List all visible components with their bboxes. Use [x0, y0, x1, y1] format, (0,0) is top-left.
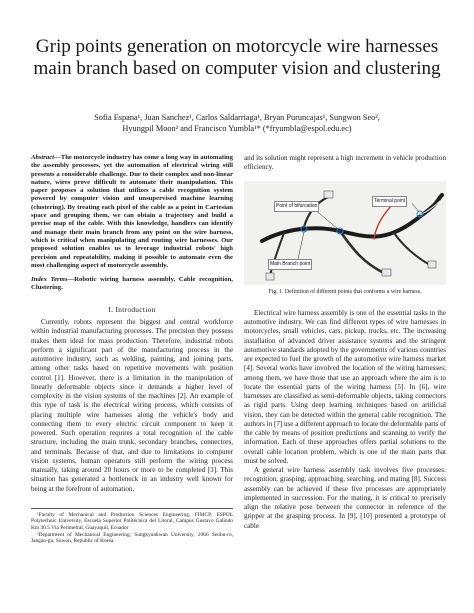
footnote-1: ¹Faculty of Mechanical and Production Sciences Engineering, FIMCP, ESPOL Polytechnic University, Escuela Superior Politécnica del Litoral, Campus Gustavo Galindo Km 30.5 Vía Perimetral, Guayaquil, Ecuador [31, 511, 233, 531]
abstract-label: Abstract [31, 154, 55, 161]
figure-1-caption: Fig. 1. Definition of different points that conforms a wire harness. [268, 288, 422, 295]
abstract-text: —The motorcycle industry has come a long way in automating the assembly processes, yet the automation of electrical wiring still presents a considerable challenge. Due to their complex and non-linear nature, wires prove difficult to automate their manipulation. This paper proposes a solution that utilizes a cable recognition system powered by computer vision and unsupervised machine learning (clustering). By treating each pixel of the cable as a point in Cartesian space and grouping them, we can obtain a trajectory and build a precise map of the cable. With this knowledge, handlers can identify and manage their main branch from any point on the wire harness, which is critical when manipulating and routing wire harnesses. Our proposed solution enables us to leverage industrial robots' high precision and repeatability, making it possible to automate even the most challenging aspect of motorcycle assembly. [31, 154, 233, 269]
right-column [244, 154, 446, 531]
index-terms [31, 276, 233, 293]
main-branch-point-label: Main Branch point [268, 259, 312, 270]
index-terms-text: —Robotic wiring harness assembly, Cable recognition, Clustering. [31, 276, 233, 292]
intro-paragraph-1: Currently, robots represent the biggest and central workforce within industrial manufacturing processes. The precision they possess makes them ideal for mass production. Therefore, industrial robots perform a significant part of the manufacturing process in the automotive industry, such as welding, painting, and joining parts, among other tasks based on repetitive movements with position control [1]. However, there is a limitation in the manipulation of linearly deformable objects since it demands a higher level of complexity in the vision systems of the machines [2]. An example of this type of task is the electrical wiring process, which consists of placing multiple wire harnesses along the vehicle's body and connecting them to every electric circuit component to keep it powered. Such operation requires a total recognition of the cable structure, including the main trunk, secondary branches, connectors, and terminals. Because of that, and due to limitations in computer vision systems, human operators still perform the wiring process manually, taking around 20 hours or more to be completed [3]. This situation has generated a bottleneck in an industry well known for being at the forefront of automation, [31, 318, 233, 493]
right-paragraph-2: A general wire harness assembly task involves five processes: recognition, grasping, approaching, searching, and mating [8]. Success assembly can be achieved if these five processes are appropriately implemented in succession. For the mating, it is critical to precisely align the relative pose between the connector in reference of the gripper at the grasping process. In [9], [10] presented a prototype of cable [244, 466, 446, 530]
abstract [31, 154, 233, 270]
bifurcation-point-label: Point of bifurcation [274, 201, 319, 212]
author-list [40, 112, 434, 134]
right-paragraph-1: Electrical wire harness assembly is one of the essential tasks in the automotive industry. We can find different types of wire harnesses in motorcycles, small vehicles, cars, pickup, trucks, etc. The increasing installation of advanced driver assistance systems and the stringent automotive standards adopted by the governments of various countries are expected to fuel the growth of the automotive wire harness market [4]. Several works have involved the location of the wiring harnesses; among them, we have those that use an approach where the aim is to locate the essential parts of the wiring harness [5]. In [6], wire harnesses are classified as semi-deformable objects, taking connectors as rigid parts. Using deep learning techniques based on artificial vision, they can be detected within the general cable recognition. The authors in [7] use a different approach to locate the deformable parts of the cable by means of position predictions and scanning to verify the information. Each of these approaches offers partial solutions to the overall cable location problem, which is one of the main parts that must be solved. [244, 308, 446, 465]
intro-continuation: and its solution might represent a high increment in vehicle production efficiency. [244, 154, 446, 172]
figure-1-wire-harness [244, 181, 446, 285]
authors-line-2: Hyungpil Moon² and Francisco Yumbla¹* (*fryumbla@espol.edu.ec) [122, 124, 352, 133]
authors-line-1: Sofia Espana¹, Juan Sanchez¹, Carlos Saldarriaga¹, Bryan Puruncajas¹, Sungwon Seo², [94, 113, 380, 122]
section-heading-introduction: I. Introduction [108, 304, 156, 314]
footnote-2: ²Department of Mechanical Engineering, Sungkyunkwan University, 2066 Seobu-ro, Jangan-gu, Suwon, Republic of Korea. [31, 531, 233, 545]
terminal-point-label: Terminal point [372, 196, 407, 207]
footnotes [31, 508, 233, 545]
left-column [31, 154, 233, 545]
index-terms-label: Index Terms [31, 276, 68, 284]
paper-title: Grip points generation on motorcycle wire harnesses main branch based on computer vision and clustering [33, 36, 441, 79]
